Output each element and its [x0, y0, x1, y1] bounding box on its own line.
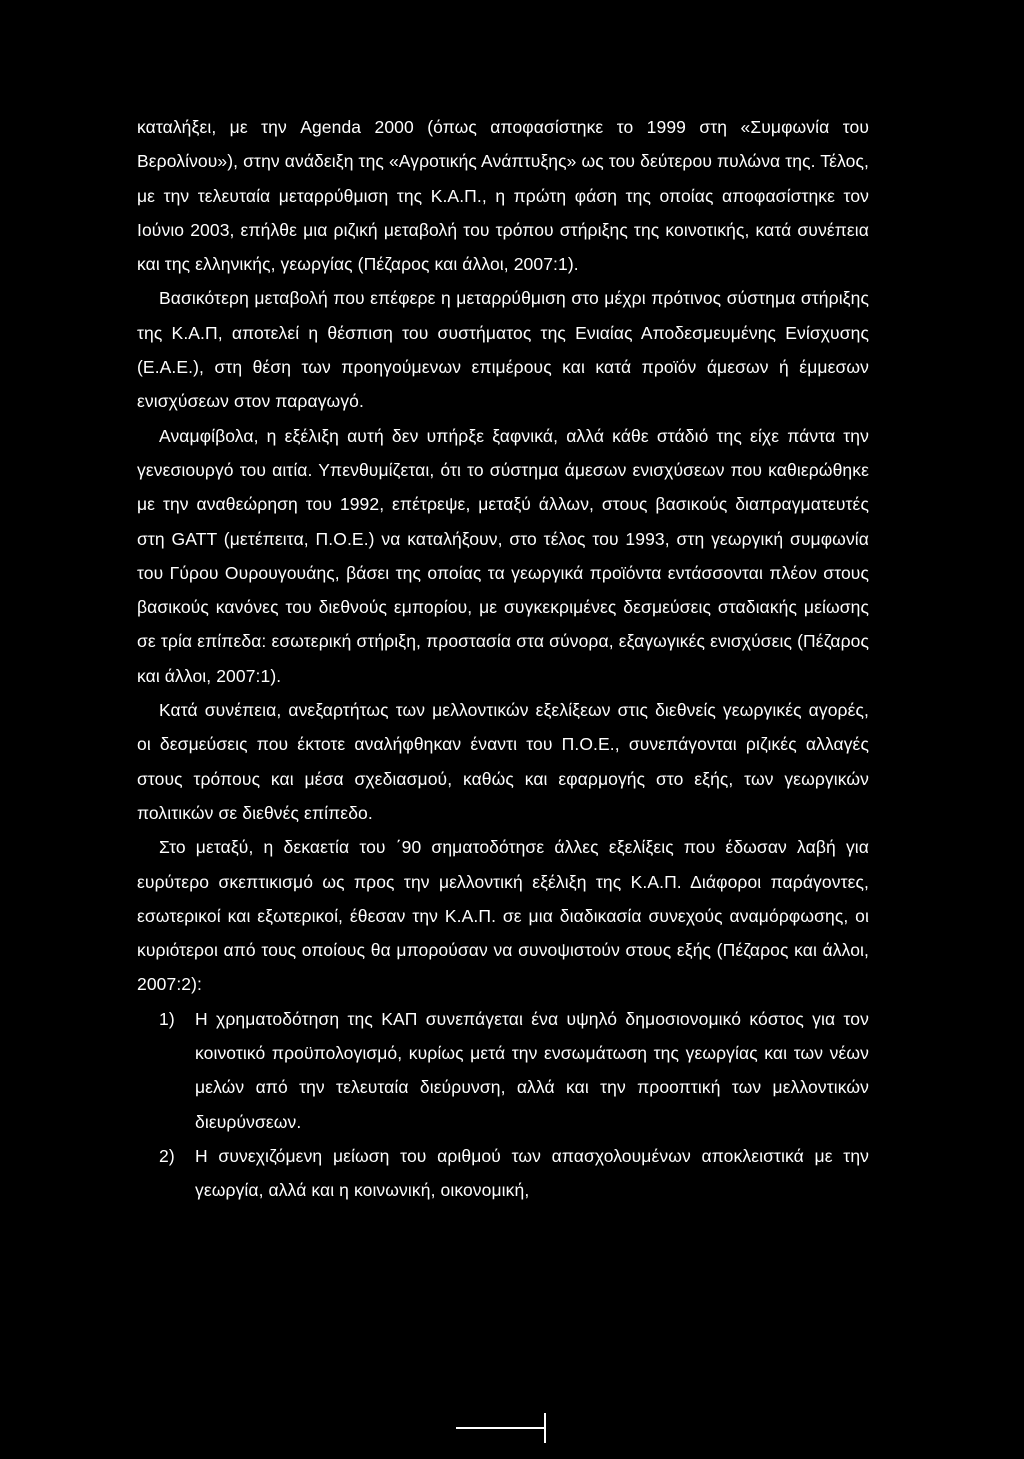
footnote-divider-tick — [544, 1413, 546, 1443]
paragraph-4: Κατά συνέπεια, ανεξαρτήτως των μελλοντικών εξελίξεων στις διεθνείς γεωργικές αγορές, οι δεσμεύσεις που έκτοτε αναλήφθηκαν έναντι του Π.Ο.Ε., συνεπάγονται ριζικές αλλαγές στους τρόπους και μέσα σχεδιασμού, καθώς και εφαρμογής στο εξής, των γεωργικών πολιτικών σε διεθνές επίπεδο. — [137, 700, 869, 823]
list-item — [137, 1002, 869, 1139]
list-item-text: Η χρηματοδότηση της ΚΑΠ συνεπάγεται ένα υψηλό δημοσιονομικό κόστος για τον κοινοτικό προϋπολογισμό, κυρίως μετά την ενσωμάτωση της γεωργίας και των νέων μελών από την τελευταία διεύρυνση, αλλά και την προοπτική των μελλοντικών διευρύνσεων. — [195, 1008, 869, 1132]
numbered-list — [137, 1002, 869, 1208]
paragraph-1: καταλήξει, με την Agenda 2000 (όπως αποφασίστηκε το 1999 στη «Συμφωνία του Βερολίνου»), στην ανάδειξη της «Αγροτικής Ανάπτυξης» ως του δεύτερου πυλώνα της. Τέλος, με την τελευταία μεταρρύθμιση της Κ.Α.Π., η πρώτη φάση της οποίας αποφασίστηκε τον Ιούνιο 2003, επήλθε μια ριζική μεταβολή του τρόπου στήριξης της κοινοτικής, κατά συνέπεια και της ελληνικής, γεωργίας (Πέζαρος και άλλοι, 2007:1). — [137, 117, 869, 275]
list-item — [137, 1139, 869, 1208]
paragraph-2: Βασικότερη μεταβολή που επέφερε η μεταρρύθμιση στο μέχρι πρότινος σύστημα στήριξης της Κ.Α.Π, αποτελεί η θέσπιση του συστήματος της Ενιαίας Αποδεσμευμένης Ενίσχυσης (Ε.Α.Ε.), στη θέση των προηγούμενων επιμέρους και κατά προϊόν άμεσων ή έμμεσων ενισχύσεων στον παραγωγό. — [137, 288, 869, 412]
paragraph-5: Στο μεταξύ, η δεκαετία του ΄90 σηματοδότησε άλλες εξελίξεις που έδωσαν λαβή για ευρύτερο σκεπτικισμό ως προς την μελλοντική εξέλιξη της Κ.Α.Π. Διάφοροι παράγοντες, εσωτερικοί και εξωτερικοί, έθεσαν την Κ.Α.Π. σε μια διαδικασία συνεχούς αναμόρφωσης, οι κυριότεροι από τους οποίους θα μπορούσαν να συνοψιστούν στους εξής (Πέζαρος και άλλοι, 2007:2): — [137, 837, 869, 995]
paragraph-3: Αναμφίβολα, η εξέλιξη αυτή δεν υπήρξε ξαφνικά, αλλά κάθε στάδιό της είχε πάντα την γενεσιουργό του αιτία. Υπενθυμίζεται, ότι το σύστημα άμεσων ενισχύσεων που καθιερώθηκε με την αναθεώρηση του 1992, επέτρεψε, μεταξύ άλλων, στους βασικούς διαπραγματευτές στη GATT (μετέπειτα, Π.Ο.Ε.) να καταλήξουν, στο τέλος του 1993, στη γεωργική συμφωνία του Γύρου Ουρουγουάης, βάσει της οποίας τα γεωργικά προϊόντα εντάσσονται πλέον στους βασικούς κανόνες του διεθνούς εμπορίου, με συγκεκριμένες δεσμεύσεις σταδιακής μείωσης σε τρία επίπεδα: εσωτερική στήριξη, προστασία στα σύνορα, εξαγωγικές ενισχύσεις (Πέζαρος και άλλοι, 2007:1). — [137, 425, 869, 686]
list-marker: 2) — [159, 1145, 175, 1166]
list-marker: 1) — [159, 1008, 175, 1029]
list-item-text: Η συνεχιζόμενη μείωση του αριθμού των απασχολουμένων αποκλειστικά με την γεωργία, αλλά και η κοινωνική, οικονομική, — [195, 1145, 869, 1201]
body-text — [137, 110, 869, 1208]
footnote-divider — [456, 1427, 544, 1429]
